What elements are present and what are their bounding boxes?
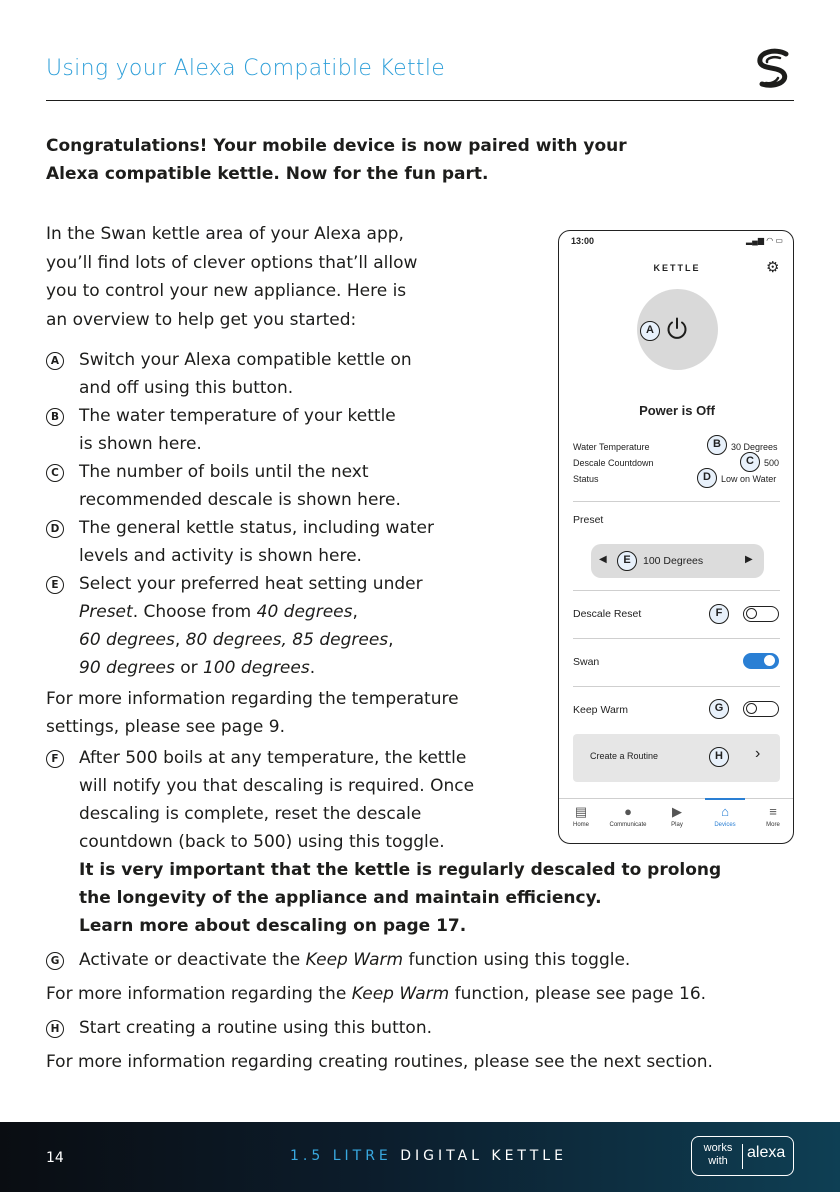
- list-item-c: C The number of boils until the next recommended descale is shown here.: [46, 458, 806, 514]
- nav-more[interactable]: ≡ More: [751, 805, 794, 828]
- descale-reset-toggle[interactable]: [743, 606, 779, 622]
- callout-h: H: [709, 747, 729, 767]
- callout-e: E: [617, 551, 637, 571]
- divider: [573, 638, 780, 639]
- divider: [573, 686, 780, 687]
- badge-c: C: [46, 464, 64, 482]
- power-status: Power is Off: [639, 403, 715, 418]
- page-number: 14: [46, 1150, 64, 1166]
- status-label: Status: [573, 474, 599, 484]
- callout-c: C: [740, 452, 760, 472]
- create-routine-label: Create a Routine: [590, 751, 659, 761]
- keep-warm-toggle[interactable]: [743, 701, 779, 717]
- descale-countdown-label: Descale Countdown: [573, 458, 654, 468]
- nav-play[interactable]: ▶ Play: [655, 805, 699, 828]
- swan-logo-icon: [750, 48, 796, 90]
- preset-value: 100 Degrees: [643, 555, 704, 567]
- callout-g: G: [709, 699, 729, 719]
- routine-info: For more information regarding creating routines, please see the next section.: [46, 1052, 713, 1072]
- temperature-info: For more information regarding the temperature settings, please see page 9.: [46, 689, 459, 737]
- intro-heading: Congratulations! Your mobile device is now paired with your Alexa compatible kettle. Now for the fun part.: [46, 136, 627, 184]
- nav-communicate[interactable]: ● Communicate: [606, 805, 650, 828]
- callout-b: B: [707, 435, 727, 455]
- chevron-right-icon: ›: [755, 745, 761, 762]
- status-bar-time: 13:00: [571, 236, 595, 246]
- badge-e: E: [46, 576, 64, 594]
- phone-screenshot: [558, 230, 794, 844]
- list-item-g: G Activate or deactivate the Keep Warm function using this toggle.: [46, 946, 806, 974]
- home-icon: ▤: [574, 804, 588, 819]
- badge-d: D: [46, 520, 64, 538]
- list-item-d: D The general kettle status, including water levels and activity is shown here.: [46, 514, 806, 570]
- water-temperature-label: Water Temperature: [573, 442, 650, 452]
- bottom-nav-divider: [559, 798, 794, 799]
- works-with-alexa-badge: works with alexa: [691, 1136, 794, 1176]
- keep-warm-label: Keep Warm: [573, 704, 629, 716]
- list-item-b: B The water temperature of your kettle is shown here.: [46, 402, 806, 458]
- callout-f: F: [709, 604, 729, 624]
- menu-icon: ≡: [769, 804, 777, 819]
- descale-countdown-value: 500: [764, 458, 780, 468]
- descale-reset-label: Descale Reset: [573, 608, 642, 620]
- divider: [573, 590, 780, 591]
- footer-product-title: 1.5 LITRE DIGITAL KETTLE: [290, 1148, 567, 1164]
- page-header-title: Using your Alexa Compatible Kettle: [46, 56, 446, 81]
- nav-home[interactable]: ▤ Home: [559, 805, 603, 828]
- gear-icon[interactable]: ⚙: [766, 259, 780, 276]
- badge-h: H: [46, 1020, 64, 1038]
- swan-label: Swan: [573, 656, 600, 668]
- callout-a: A: [640, 321, 660, 341]
- preset-next-icon[interactable]: ▶: [745, 554, 753, 565]
- callout-d: D: [697, 468, 717, 488]
- list-item-f: F After 500 boils at any temperature, the kettle will notify you that descaling is required. Once descaling is complete, reset the descale countdown (back to 500) using this toggle. It is very important that the kettle is regularly descaled to prolong the longevity of the appliance and maintain efficiency. Learn more about descaling on page 17.: [46, 744, 806, 940]
- active-tab-indicator: [705, 798, 745, 800]
- list-item-e: E Select your preferred heat setting under Preset. Choose from 40 degrees, 60 degrees, 80 degrees, 85 degrees, 90 degrees or 100 degrees.: [46, 570, 806, 682]
- divider: [573, 501, 780, 502]
- water-temperature-value: 30 Degrees: [731, 442, 778, 452]
- preset-prev-icon[interactable]: ◀: [599, 554, 607, 565]
- status-bar-icons: ▂▄▆ ◠ ▭: [746, 236, 783, 245]
- page-footer: [0, 1122, 840, 1192]
- badge-g: G: [46, 952, 64, 970]
- keep-warm-info: For more information regarding the Keep Warm function, please see page 16.: [46, 984, 707, 1004]
- swan-toggle[interactable]: [743, 653, 779, 669]
- preset-label: Preset: [573, 514, 604, 526]
- nav-devices[interactable]: ⌂ Devices: [703, 805, 747, 828]
- badge-b: B: [46, 408, 64, 426]
- header-divider: [46, 100, 794, 101]
- list-item-a: A Switch your Alexa compatible kettle on and off using this button.: [46, 346, 806, 402]
- chat-icon: ●: [624, 804, 632, 819]
- list-item-h: H Start creating a routine using this button.: [46, 1014, 806, 1042]
- intro-paragraph: In the Swan kettle area of your Alexa app, you’ll find lots of clever options that’ll allow you to control your new appliance. Here is an overview to help get you started:: [46, 224, 418, 330]
- power-icon: [665, 317, 689, 341]
- badge-a: A: [46, 352, 64, 370]
- play-icon: ▶: [672, 804, 682, 819]
- kettle-screen-title: KETTLE: [653, 263, 701, 273]
- descale-note: It is very important that the kettle is regularly descaled to prolong: [79, 860, 722, 880]
- status-value: Low on Water: [721, 474, 777, 484]
- badge-f: F: [46, 750, 64, 768]
- devices-icon: ⌂: [721, 804, 729, 819]
